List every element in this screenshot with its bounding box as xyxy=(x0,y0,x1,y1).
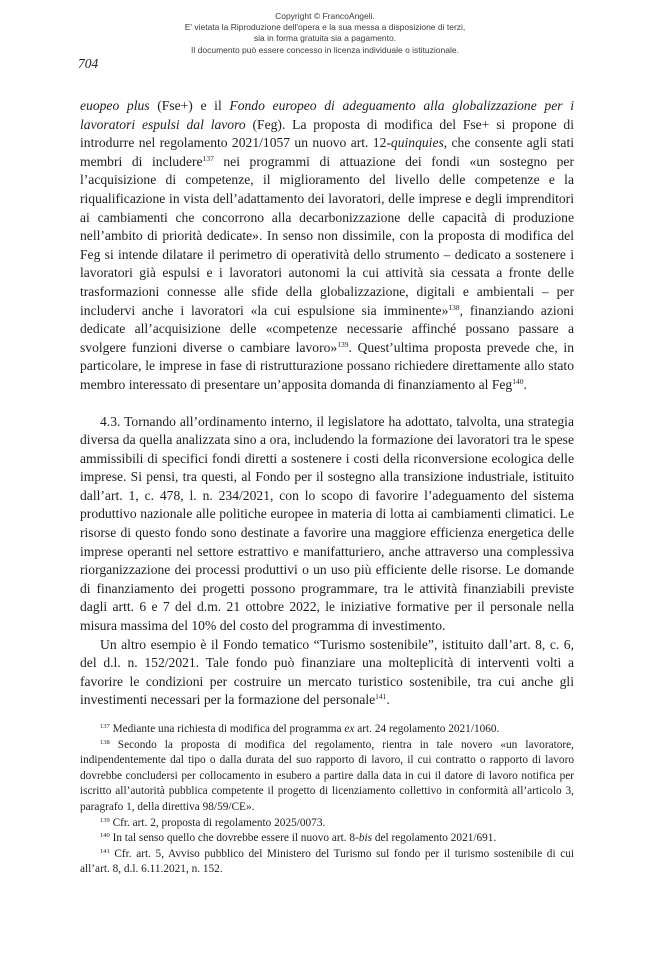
paragraph-turismo-sostenibile: Un altro esempio è il Fondo tematico “Turismo sostenibile”, istituito dall’art. 8, c. 6, del d.l. n. 152/2021. Tale fondo può finanziare una molteplicità di interventi volti a favorire le condizioni per costruire un mercato turistico sostenibile, tra cui anche gli investimenti necessari per la formazione del personale$^{141}$. xyxy=(80,636,574,708)
body-text xyxy=(80,97,574,710)
paragraph-section-4-3: 4.3. Tornando all’ordinamento interno, il legislatore ha adottato, talvolta, una strategia diversa da quella analizzata sino a ora, includendo la formazione dei lavoratori tra le spese ammissibili di specifici fondi diretti a sostenere i costi della riconversione ecologica delle imprese. Si pensi, tra questi, al Fondo per il sostegno alla transizione industriale, istituito dall’art. 1, c. 478, l. n. 234/2021, con lo scopo di favorire l’adeguamento del sistema produttivo nazionale alle politiche europee in materia di lotta ai cambiamenti climatici. Le risorse di questo fondo sono destinate a favorire una maggiore efficienza energetica delle imprese operanti nel settore estrattivo e manifatturiero, anche attraverso una complessiva riorganizzazione dei processi produttivi o un uso più efficiente delle risorse. Le domande di finanziamento dei progetti possono programmare, tra le attività finanziabili previste dagli artt. 6 e 7 del d.m. 21 ottobre 2022, le iniziative formative per il personale nella misura massima del 10% del costo del programma di investimento. xyxy=(80,413,574,634)
footnote-ref-139: 139 xyxy=(337,339,349,349)
footnote-137: $^{137}$ Mediante una richiesta di modifica del programma ex art. 24 regolamento 2021/1060. xyxy=(100,723,500,735)
copyright-line: E' vietata la Riproduzione dell'opera e la sua messa a disposizione di terzi, xyxy=(184,22,466,33)
footnotes xyxy=(80,722,574,878)
footnote-ref-138: 138 xyxy=(448,302,460,312)
page-number: 704 xyxy=(78,56,99,71)
footnote-ref-140: 140 xyxy=(512,376,524,386)
footnote-140: $^{140}$ In tal senso quello che dovrebbe essere il nuovo art. 8-bis del regolamento 2021/691. xyxy=(100,832,497,845)
footnote-139: $^{139}$ Cfr. art. 2, proposta di regolamento 2025/0073. xyxy=(100,816,326,829)
paragraph-fse-feg: euopeo plus (Fse+) e il Fondo europeo di adeguamento alla globalizzazione per i lavoratori espulsi dal lavoro (Feg). La proposta di modifica del Fse+ si propone di introdurre nel regolamento 2021/1057 un nuovo art. 12-quinquies, che consente agli stati membri di includere$^{137}$ nei programmi di attuazione dei fondi «un sostegno per l’acquisizione di competenze, il miglioramento del livello delle competenze e la riqualificazione in vista dell’adattamento dei lavoratori, delle imprese e degli imprenditori ai cambiamenti che concorrono alla decarbonizzazione delle capacità di produzione nell’ambito di priorità dedicate». In senso non dissimile, con la proposta di modifica del Feg si intende dilatare il perimetro di operatività dello strumento – dedicato a sostenere i lavoratori già espulsi e i lavoratori autonomi la cui attività sia cessata a fronte delle trasformazioni connesse alle sfide della globalizzazione, digitali e ambientali – per includervi anche i lavoratori «la cui espulsione sia imminente»$^{138}$, finanziando azioni dedicate all’acquisizione delle «competenze necessarie affinché possano passare a svolgere funzioni diverse o cambiare lavoro»$^{139}$. Quest’ultima proposta prevede che, in particolare, le imprese in fase di ristrutturazione possano richiedere direttamente allo stato membro interessato di presentare un’apposita domanda di finanziamento al Feg$^{140}$. xyxy=(80,98,575,392)
copyright-line: Il documento può essere concesso in licenza individuale o istituzionale. xyxy=(191,44,459,55)
footnote-141: $^{141}$ Cfr. art. 5, Avviso pubblico del Ministero del Turismo sul fondo per il turismo sostenibile di cui all’art. 8, d.l. 6.11.2021, n. 152. xyxy=(80,847,574,876)
footnote-ref-137: 137 xyxy=(202,153,214,163)
copyright-line: sia in forma gratuita sia a pagamento. xyxy=(253,33,397,44)
copyright-notice xyxy=(0,11,650,56)
footnote-ref-141: 141 xyxy=(375,692,387,702)
copyright-line: Copyright © FrancoAngeli. xyxy=(275,11,375,21)
footnote-138: $^{138}$ Secondo la proposta di modifica del regolamento, rientra in tale novero «un lavoratore, indipendentemente dal tipo o dalla durata del suo rapporto di lavoro, il cui contratto o rapporto di lavoro dovrebbe concludersi per collocamento in esubero a partire dalla data in cui il datore di lavoro notifica per iscritto all’autorità pubblica competente il progetto di licenziamento collettivo in conformità all’articolo 3, paragrafo 1, della direttiva 98/59/CE». xyxy=(80,738,574,813)
